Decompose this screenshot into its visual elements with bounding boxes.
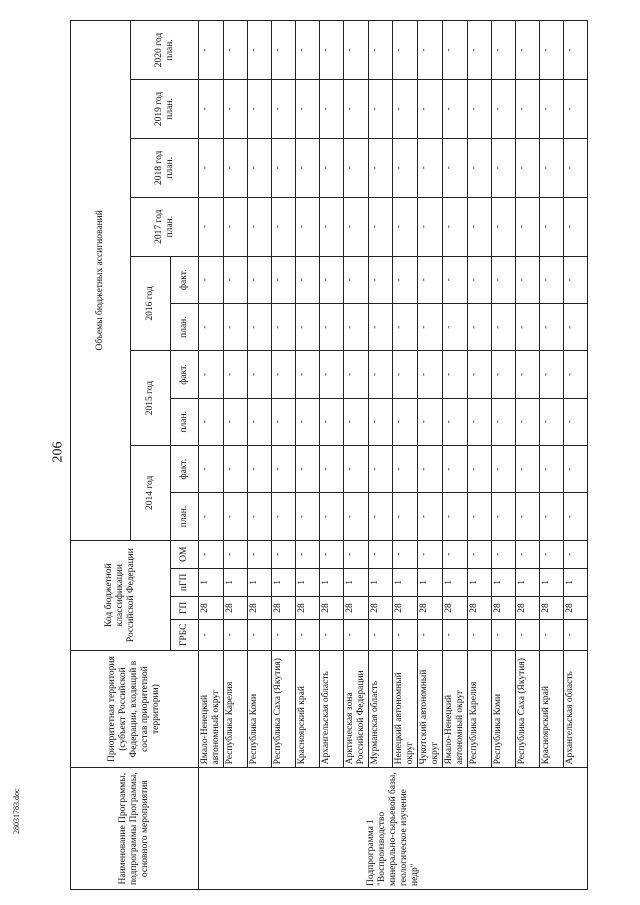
amount-cell: - [344, 493, 369, 540]
om-cell: - [393, 540, 418, 568]
pgp-cell: 1 [199, 568, 224, 596]
amount-cell: - [492, 398, 516, 445]
grbs-cell: - [272, 619, 296, 650]
amount-cell: - [468, 256, 492, 303]
amount-cell: - [443, 197, 468, 256]
table-row [443, 21, 468, 890]
pgp-cell: 1 [492, 568, 516, 596]
amount-cell: - [540, 138, 564, 197]
table-row [272, 21, 296, 890]
pgp-cell: 1 [564, 568, 588, 596]
table-row [564, 21, 588, 890]
amount-cell: - [320, 445, 344, 492]
territory-cell: Республика Коми [492, 650, 516, 768]
amount-cell: - [248, 21, 272, 80]
amount-cell: - [516, 21, 540, 80]
amount-cell: - [564, 21, 588, 80]
amount-cell: - [320, 493, 344, 540]
amount-cell: - [540, 80, 564, 139]
grbs-cell: - [564, 619, 588, 650]
pgp-cell: 1 [272, 568, 296, 596]
amount-cell: - [199, 197, 224, 256]
amount-cell: - [344, 80, 369, 139]
amount-cell: - [443, 445, 468, 492]
gp-cell: 28 [344, 596, 369, 619]
amount-cell: - [492, 80, 516, 139]
amount-cell: - [443, 493, 468, 540]
amount-cell: - [516, 493, 540, 540]
amount-cell: - [296, 256, 320, 303]
amount-cell: - [224, 303, 248, 350]
amount-cell: - [468, 303, 492, 350]
gp-cell: 28 [540, 596, 564, 619]
amount-cell: - [393, 138, 418, 197]
amount-cell: - [418, 493, 443, 540]
om-cell: - [199, 540, 224, 568]
amount-cell: - [320, 398, 344, 445]
table-row [418, 21, 443, 890]
header-pgp: пГП [171, 568, 199, 596]
amount-cell: - [369, 303, 393, 350]
grbs-cell: - [248, 619, 272, 650]
amount-cell: - [418, 197, 443, 256]
om-cell: - [296, 540, 320, 568]
amount-cell: - [443, 21, 468, 80]
amount-cell: - [320, 197, 344, 256]
amount-cell: - [272, 398, 296, 445]
amount-cell: - [320, 21, 344, 80]
footer-doc-code: 28031783.doc [12, 788, 21, 834]
amount-cell: - [418, 398, 443, 445]
header-2014-fact: факт. [171, 445, 199, 492]
amount-cell: - [418, 80, 443, 139]
amount-cell: - [540, 351, 564, 398]
page-number: 206 [50, 441, 66, 463]
pgp-cell: 1 [418, 568, 443, 596]
territory-cell: Красноярский край [296, 650, 320, 768]
amount-cell: - [224, 493, 248, 540]
territory-cell: Ямало-Ненецкий автономный округ [199, 650, 224, 768]
amount-cell: - [564, 80, 588, 139]
gp-cell: 28 [492, 596, 516, 619]
gp-cell: 28 [418, 596, 443, 619]
amount-cell: - [492, 351, 516, 398]
gp-cell: 28 [443, 596, 468, 619]
program-name-cell [199, 768, 588, 890]
om-cell: - [369, 540, 393, 568]
amount-cell: - [393, 21, 418, 80]
grbs-cell: - [540, 619, 564, 650]
amount-cell: - [344, 21, 369, 80]
amount-cell: - [443, 351, 468, 398]
territory-cell: Мурманская область [369, 650, 393, 768]
amount-cell: - [344, 351, 369, 398]
amount-cell: - [199, 138, 224, 197]
grbs-cell: - [492, 619, 516, 650]
amount-cell: - [296, 197, 320, 256]
amount-cell: - [369, 445, 393, 492]
amount-cell: - [199, 493, 224, 540]
gp-cell: 28 [516, 596, 540, 619]
amount-cell: - [248, 351, 272, 398]
table-row [224, 21, 248, 890]
amount-cell: - [468, 21, 492, 80]
table-row [492, 21, 516, 890]
gp-cell: 28 [224, 596, 248, 619]
gp-cell: 28 [320, 596, 344, 619]
amount-cell: - [540, 303, 564, 350]
amount-cell: - [564, 138, 588, 197]
amount-cell: - [516, 351, 540, 398]
amount-cell: - [248, 256, 272, 303]
amount-cell: - [516, 197, 540, 256]
amount-cell: - [418, 138, 443, 197]
pgp-cell: 1 [516, 568, 540, 596]
table-row [344, 21, 369, 890]
territory-cell: Ненецкий автономный округ [393, 650, 418, 768]
gp-cell: 28 [272, 596, 296, 619]
header-2015-fact: факт. [171, 351, 199, 398]
amount-cell: - [224, 197, 248, 256]
grbs-cell: - [344, 619, 369, 650]
amount-cell: - [492, 197, 516, 256]
amount-cell: - [564, 445, 588, 492]
amount-cell: - [369, 138, 393, 197]
amount-cell: - [393, 351, 418, 398]
amount-cell: - [296, 80, 320, 139]
amount-cell: - [516, 80, 540, 139]
budget-allocation-table [70, 20, 588, 890]
amount-cell: - [443, 256, 468, 303]
amount-cell: - [199, 303, 224, 350]
amount-cell: - [199, 80, 224, 139]
amount-cell: - [492, 256, 516, 303]
amount-cell: - [296, 138, 320, 197]
amount-cell: - [564, 256, 588, 303]
table-row [393, 21, 418, 890]
amount-cell: - [564, 197, 588, 256]
om-cell: - [492, 540, 516, 568]
amount-cell: - [224, 138, 248, 197]
amount-cell: - [393, 80, 418, 139]
amount-cell: - [564, 351, 588, 398]
header-om: ОМ [171, 540, 199, 568]
grbs-cell: - [516, 619, 540, 650]
amount-cell: - [199, 351, 224, 398]
table-row [369, 21, 393, 890]
gp-cell: 28 [468, 596, 492, 619]
amount-cell: - [296, 351, 320, 398]
territory-cell: Республика Саха (Якутия) [516, 650, 540, 768]
om-cell: - [564, 540, 588, 568]
program-label: Подпрограмма 1 "Воспроизводство минерально-сырьевой базы, геологическое изучение недр" [365, 772, 420, 886]
amount-cell: - [344, 303, 369, 350]
om-cell: - [224, 540, 248, 568]
amount-cell: - [468, 351, 492, 398]
amount-cell: - [248, 138, 272, 197]
grbs-cell: - [369, 619, 393, 650]
header-year-2019: 2019 год план. [131, 80, 199, 139]
territory-cell: Красноярский край [540, 650, 564, 768]
amount-cell: - [468, 80, 492, 139]
amount-cell: - [540, 197, 564, 256]
amount-cell: - [224, 80, 248, 139]
amount-cell: - [296, 445, 320, 492]
table-row [540, 21, 564, 890]
header-year-2018: 2018 год план. [131, 138, 199, 197]
amount-cell: - [320, 351, 344, 398]
amount-cell: - [224, 445, 248, 492]
territory-cell: Республика Карелия [468, 650, 492, 768]
amount-cell: - [492, 138, 516, 197]
amount-cell: - [224, 21, 248, 80]
territory-cell: Республика Коми [248, 650, 272, 768]
grbs-cell: - [468, 619, 492, 650]
grbs-cell: - [418, 619, 443, 650]
amount-cell: - [540, 256, 564, 303]
amount-cell: - [199, 21, 224, 80]
territory-cell: Ямало-Ненецкий автономный округ [443, 650, 468, 768]
amount-cell: - [468, 138, 492, 197]
grbs-cell: - [224, 619, 248, 650]
header-2014-plan: план. [171, 493, 199, 540]
amount-cell: - [564, 493, 588, 540]
table-row [516, 21, 540, 890]
header-2016-plan: план. [171, 303, 199, 350]
header-2016-fact: факт. [171, 256, 199, 303]
pgp-cell: 1 [393, 568, 418, 596]
header-year-2016: 2016 год [131, 256, 171, 351]
amount-cell: - [393, 445, 418, 492]
amount-cell: - [224, 398, 248, 445]
amount-cell: - [320, 303, 344, 350]
amount-cell: - [248, 493, 272, 540]
grbs-cell: - [443, 619, 468, 650]
amount-cell: - [344, 197, 369, 256]
header-2015-plan: план. [171, 398, 199, 445]
gp-cell: 28 [393, 596, 418, 619]
amount-cell: - [540, 445, 564, 492]
amount-cell: - [443, 80, 468, 139]
grbs-cell: - [199, 619, 224, 650]
amount-cell: - [272, 351, 296, 398]
om-cell: - [320, 540, 344, 568]
gp-cell: 28 [296, 596, 320, 619]
amount-cell: - [248, 197, 272, 256]
amount-cell: - [564, 398, 588, 445]
amount-cell: - [418, 256, 443, 303]
amount-cell: - [540, 21, 564, 80]
amount-cell: - [344, 256, 369, 303]
amount-cell: - [320, 138, 344, 197]
amount-cell: - [369, 256, 393, 303]
amount-cell: - [369, 493, 393, 540]
territory-cell: Архангельская область [320, 650, 344, 768]
amount-cell: - [393, 256, 418, 303]
pgp-cell: 1 [320, 568, 344, 596]
amount-cell: - [199, 445, 224, 492]
amount-cell: - [272, 303, 296, 350]
pgp-cell: 1 [296, 568, 320, 596]
amount-cell: - [224, 256, 248, 303]
om-cell: - [248, 540, 272, 568]
header-priority-territory: Приоритетная территория (субъект Российской Федерации, входящий в состав приоритетной территории) [71, 650, 199, 768]
amount-cell: - [418, 445, 443, 492]
amount-cell: - [540, 398, 564, 445]
amount-cell: - [272, 445, 296, 492]
amount-cell: - [540, 493, 564, 540]
pgp-cell: 1 [369, 568, 393, 596]
amount-cell: - [492, 493, 516, 540]
amount-cell: - [272, 197, 296, 256]
amount-cell: - [296, 303, 320, 350]
amount-cell: - [564, 303, 588, 350]
gp-cell: 28 [564, 596, 588, 619]
amount-cell: - [272, 80, 296, 139]
pgp-cell: 1 [248, 568, 272, 596]
amount-cell: - [516, 138, 540, 197]
territory-cell: Арктическая зона Российской Федерации [344, 650, 369, 768]
amount-cell: - [369, 398, 393, 445]
om-cell: - [540, 540, 564, 568]
pgp-cell: 1 [344, 568, 369, 596]
territory-cell: Республика Карелия [224, 650, 248, 768]
amount-cell: - [492, 21, 516, 80]
header-budget-volumes: Объемы бюджетных ассигнований [71, 21, 131, 541]
amount-cell: - [272, 138, 296, 197]
table-row [320, 21, 344, 890]
territory-cell: Республика Саха (Якутия) [272, 650, 296, 768]
om-cell: - [516, 540, 540, 568]
amount-cell: - [468, 445, 492, 492]
table-row [296, 21, 320, 890]
header-program-name: Наименование Программы, подпрограммы Программы, основного мероприятия [71, 768, 199, 890]
table-body [199, 21, 588, 890]
amount-cell: - [369, 197, 393, 256]
gp-cell: 28 [199, 596, 224, 619]
amount-cell: - [443, 398, 468, 445]
table-row [468, 21, 492, 890]
amount-cell: - [492, 445, 516, 492]
amount-cell: - [443, 303, 468, 350]
table-row [248, 21, 272, 890]
amount-cell: - [320, 256, 344, 303]
amount-cell: - [418, 21, 443, 80]
amount-cell: - [492, 303, 516, 350]
om-cell: - [344, 540, 369, 568]
amount-cell: - [272, 493, 296, 540]
header-grbs: ГРБС [171, 619, 199, 650]
amount-cell: - [393, 197, 418, 256]
amount-cell: - [296, 21, 320, 80]
amount-cell: - [344, 445, 369, 492]
header-gp: ГП [171, 596, 199, 619]
amount-cell: - [248, 445, 272, 492]
amount-cell: - [516, 398, 540, 445]
om-cell: - [443, 540, 468, 568]
pgp-cell: 1 [540, 568, 564, 596]
amount-cell: - [393, 493, 418, 540]
grbs-cell: - [393, 619, 418, 650]
amount-cell: - [369, 80, 393, 139]
territory-cell: Чукотский автономный округ [418, 650, 443, 768]
amount-cell: - [393, 303, 418, 350]
amount-cell: - [272, 256, 296, 303]
header-year-2015: 2015 год [131, 351, 171, 446]
amount-cell: - [369, 21, 393, 80]
om-cell: - [272, 540, 296, 568]
amount-cell: - [320, 80, 344, 139]
amount-cell: - [516, 303, 540, 350]
grbs-cell: - [296, 619, 320, 650]
table-row [199, 21, 224, 890]
header-year-2017: 2017 год план. [131, 197, 199, 256]
amount-cell: - [516, 445, 540, 492]
amount-cell: - [418, 303, 443, 350]
amount-cell: - [199, 398, 224, 445]
gp-cell: 28 [369, 596, 393, 619]
amount-cell: - [393, 398, 418, 445]
amount-cell: - [468, 493, 492, 540]
header-year-2014: 2014 год [131, 445, 171, 540]
gp-cell: 28 [248, 596, 272, 619]
om-cell: - [468, 540, 492, 568]
amount-cell: - [224, 351, 248, 398]
amount-cell: - [418, 351, 443, 398]
amount-cell: - [468, 398, 492, 445]
amount-cell: - [272, 21, 296, 80]
amount-cell: - [199, 256, 224, 303]
grbs-cell: - [320, 619, 344, 650]
amount-cell: - [443, 138, 468, 197]
budget-table-sheet [70, 20, 575, 890]
amount-cell: - [248, 303, 272, 350]
pgp-cell: 1 [443, 568, 468, 596]
amount-cell: - [248, 80, 272, 139]
header-budget-code: Код бюджетной классификации Российской Федерации [71, 540, 171, 650]
amount-cell: - [468, 197, 492, 256]
amount-cell: - [516, 256, 540, 303]
territory-cell: Архангельская область [564, 650, 588, 768]
amount-cell: - [296, 398, 320, 445]
pgp-cell: 1 [468, 568, 492, 596]
amount-cell: - [248, 398, 272, 445]
amount-cell: - [344, 398, 369, 445]
om-cell: - [418, 540, 443, 568]
header-year-2020: 2020 год план. [131, 21, 199, 80]
amount-cell: - [369, 351, 393, 398]
pgp-cell: 1 [224, 568, 248, 596]
amount-cell: - [344, 138, 369, 197]
amount-cell: - [296, 493, 320, 540]
